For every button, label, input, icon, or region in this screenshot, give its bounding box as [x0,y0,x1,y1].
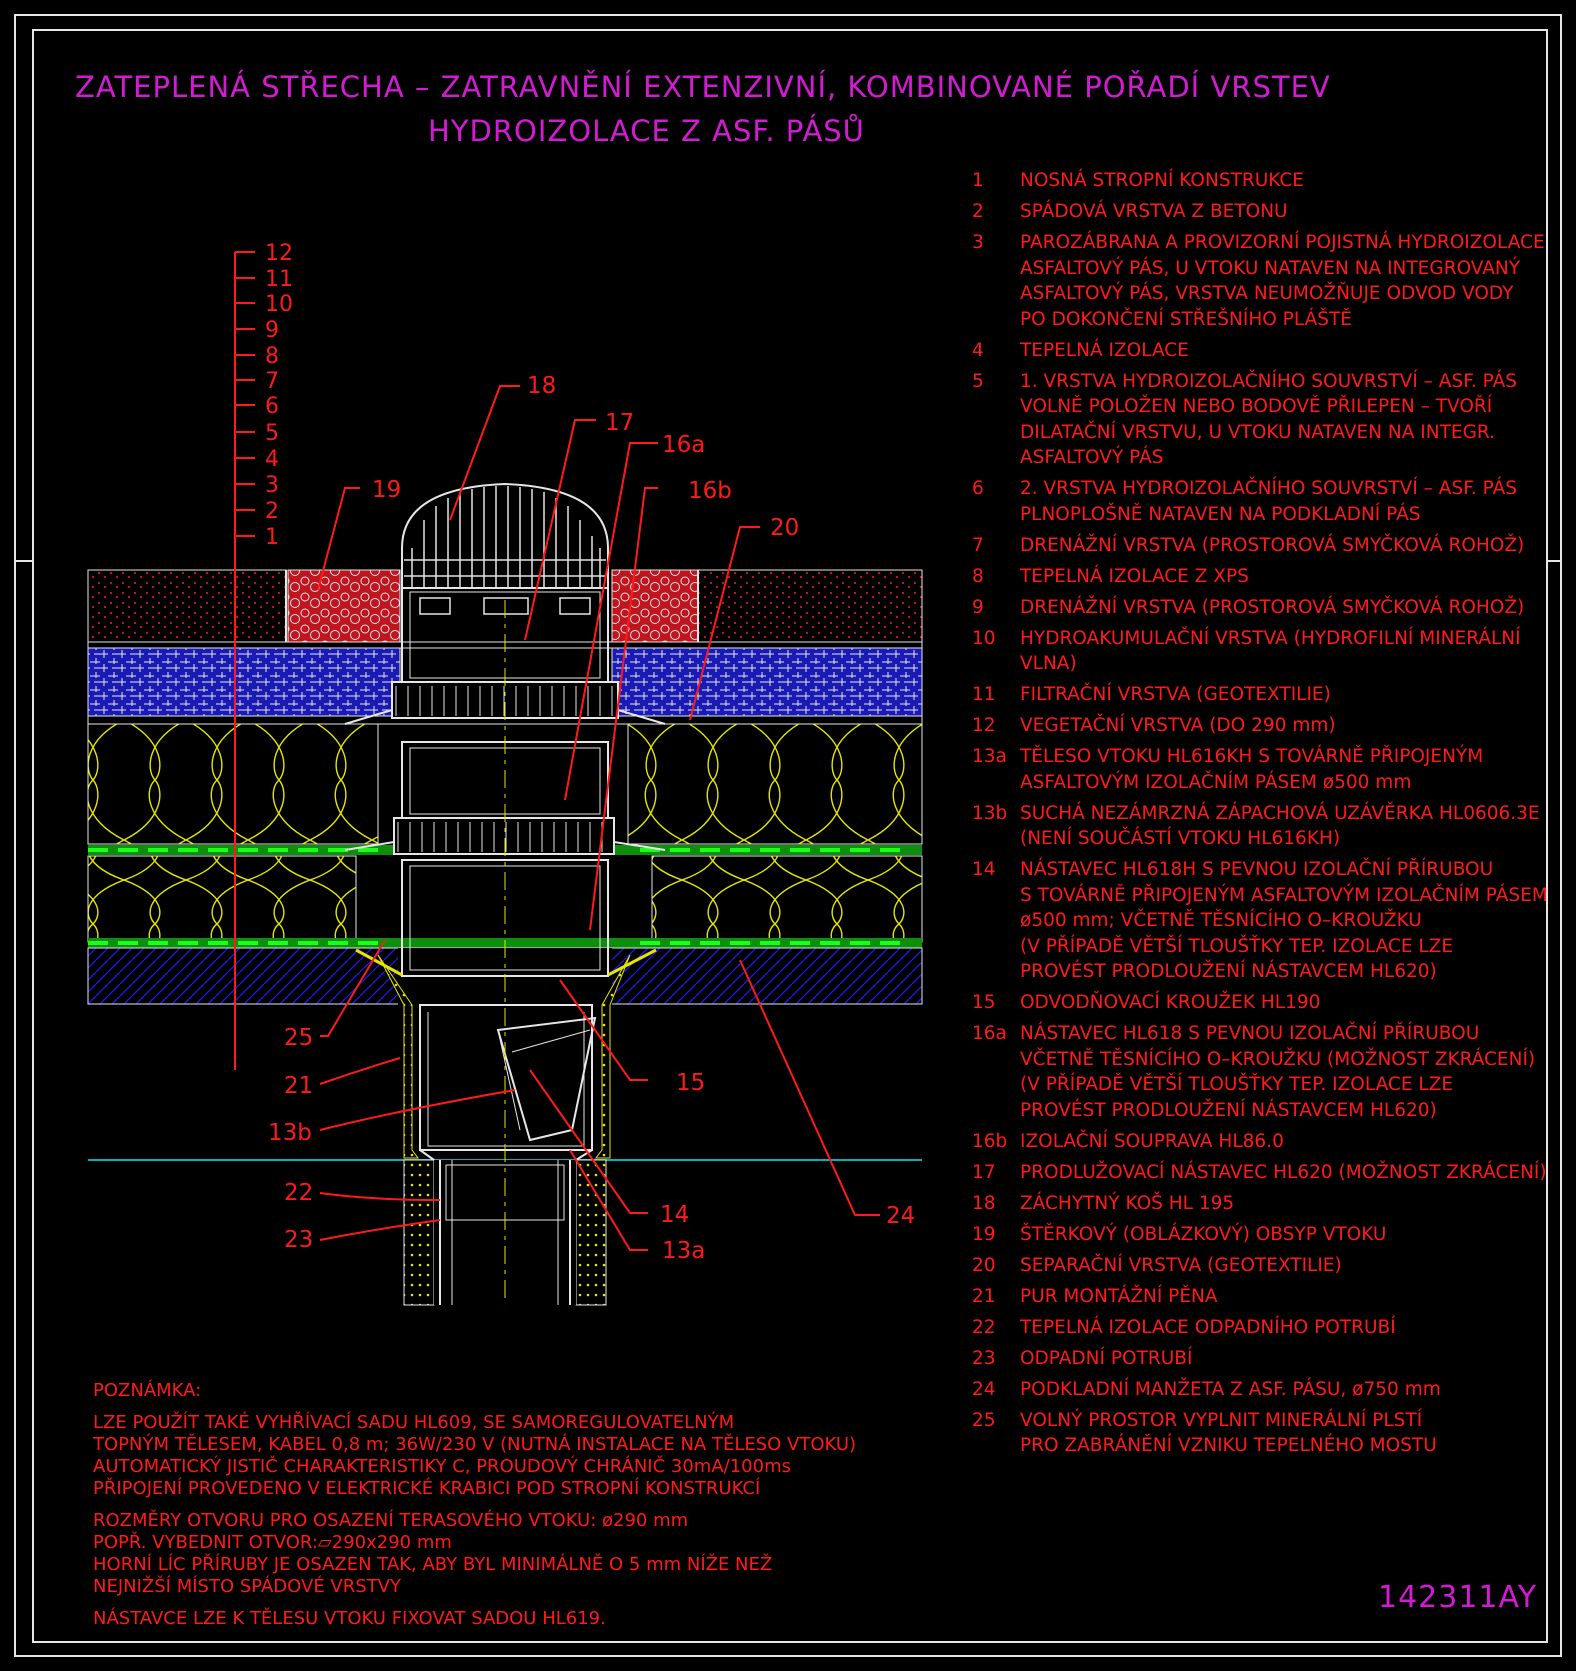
scale-label: 5 [265,421,279,446]
scale-label: 9 [265,318,279,343]
scale-label: 6 [265,394,279,419]
note-heading: POZNÁMKA: [93,1380,202,1401]
legend-text: PAROZÁBRANA A PROVIZORNÍ POJISTNÁ HYDROIZOLACE ASFALTOVÝ PÁS, U VTOKU NATAVEN NA INTEGROVANÝ ASFALTOVÝ PÁS, VRSTVA NEUMOŽŇUJE ODVOD VODY PO DOKONČENÍ STŘEŠNÍHO PLÁŠTĚ [1020,232,1545,330]
legend-text: NÁSTAVEC HL618H S PEVNOU IZOLAČNÍ PŘÍRUBOU S TOVÁRNĚ PŘIPOJENÝM ASFALTOVÝM IZOLAČNÍM PÁSEM ø500 mm; VČETNĚ TĚSNÍCÍHO O–KROUŽKU (V PŘÍPADĚ VĚTŠÍ TLOUŠŤKY TEP. IZOLACE LZE PROVÉST PRODLOUŽENÍ NÁSTAVCEM HL620) [1020,859,1548,982]
legend-item [968,990,1558,1016]
legend-text: NOSNÁ STROPNÍ KONSTRUKCE [1020,170,1304,191]
legend-item [968,744,1558,795]
legend-text: DRENÁŽNÍ VRSTVA (PROSTOROVÁ SMYČKOVÁ ROHOŽ) [1020,534,1525,556]
legend-number: 9 [972,596,984,618]
legend-item [968,682,1558,708]
catch-basket [402,484,608,614]
scale-label: 3 [265,473,279,498]
legend-number: 11 [972,684,996,705]
legend-text: VOLNÝ PROSTOR VYPLNIT MINERÁLNÍ PLSTÍ PRO ZABRÁNĚNÍ VZNIKU TEPELNÉHO MOSTU [1020,1409,1437,1456]
legend-number: 21 [972,1285,996,1307]
legend-number: 25 [972,1409,996,1431]
legend-text: FILTRAČNÍ VRSTVA (GEOTEXTILIE) [1020,684,1331,705]
callout-label: 17 [605,410,635,436]
gravel-left [288,570,400,648]
legend-text: ODPADNÍ POTRUBÍ [1020,1347,1193,1369]
legend-item [968,1377,1558,1403]
legend-text: IZOLAČNÍ SOUPRAVA HL86.0 [1020,1130,1284,1152]
scale-label: 2 [265,499,279,524]
legend-text: SEPARAČNÍ VRSTVA (GEOTEXTILIE) [1020,1254,1342,1276]
legend-item [968,1129,1558,1155]
callout-label: 21 [284,1073,314,1099]
legend-item [968,369,1558,471]
callout-label: 15 [676,1070,706,1096]
legend-text: HYDROAKUMULAČNÍ VRSTVA (HYDROFILNÍ MINERÁLNÍ VLNA) [1020,627,1521,674]
legend-text: PODKLADNÍ MANŽETA Z ASF. PÁSU, ø750 mm [1020,1378,1441,1400]
legend-number: 6 [972,478,984,499]
xps-left [88,724,378,844]
xps-right [628,724,922,844]
legend-number: 2 [972,201,984,222]
legend-number: 19 [972,1223,996,1245]
scale-label: 10 [265,292,293,317]
legend-number: 7 [972,534,984,556]
note-paragraph-3: NÁSTAVCE LZE K TĚLESU VTOKU FIXOVAT SADOU HL619. [93,1608,606,1629]
legend-item [968,1222,1558,1248]
legend-item [968,168,1558,194]
drawing-code: 142311AY [1378,1580,1538,1615]
legend-item [968,1408,1558,1459]
legend-number: 15 [972,992,996,1013]
legend-text: 1. VRSTVA HYDROIZOLAČNÍHO SOUVRSTVÍ – ASF. PÁS VOLNĚ POLOŽEN NEBO BODOVĚ PŘILEPEN – TVOŘÍ DILATAČNÍ VRSTVU, U VTOKU NATAVEN NA INTEGR. ASFALTOVÝ PÁS [1020,370,1518,468]
callout-label: 20 [770,515,800,541]
callout-label: 18 [527,373,557,399]
legend-text: TEPELNÁ IZOLACE Z XPS [1020,565,1249,587]
callout-label: 14 [660,1202,690,1228]
note [93,1380,913,1640]
legend-item [968,338,1558,364]
legend-number: 3 [972,232,984,253]
callout-label: 24 [886,1203,916,1229]
legend-number: 4 [972,339,984,361]
note-paragraph-2: ROZMĚRY OTVORU PRO OSAZENÍ TERASOVÉHO VTOKU: ø290 mm POPŘ. VYBEDNIT OTVOR:▱290x290 mm HORNÍ LÍC PŘÍRUBY JE OSAZEN TAK, ABY BYL MINIMÁLNĚ O 5 mm NÍŽE NEŽ NEJNIŽŠÍ MÍSTO SPÁDOVÉ VRSTVY [93,1510,773,1597]
legend-text: TĚLESO VTOKU HL616KH S TOVÁRNĚ PŘIPOJENÝM ASFALTOVÝM IZOLAČNÍM PÁSEM ø500 mm [1020,746,1484,793]
legend-item [968,476,1558,527]
legend-item [968,230,1558,332]
legend-item [968,713,1558,739]
legend-number: 20 [972,1254,996,1276]
legend-text: TEPELNÁ IZOLACE [1020,339,1189,361]
legend-item [968,801,1558,852]
legend-item [968,1021,1558,1123]
legend-item [968,595,1558,621]
legend-text: ODVODŇOVACÍ KROUŽEK HL190 [1020,992,1321,1013]
legend-item [968,1191,1558,1217]
callout-label: 16b [688,478,732,504]
legend-item [968,1315,1558,1341]
insulation-left [88,856,356,942]
insulation-right [652,856,922,942]
legend-item [968,564,1558,590]
legend [968,168,1558,1464]
legend-text: TEPELNÁ IZOLACE ODPADNÍHO POTRUBÍ [1020,1316,1396,1338]
legend-text: SUCHÁ NEZÁMRZNÁ ZÁPACHOVÁ UZÁVĚRKA HL0606.3E (NENÍ SOUČÁSTÍ VTOKU HL616KH) [1020,802,1540,849]
legend-text: PRODLUŽOVACÍ NÁSTAVEC HL620 (MOŽNOST ZKRÁCENÍ) [1020,1161,1547,1183]
scale-label: 12 [265,241,293,266]
callout-label: 13a [662,1238,706,1264]
legend-item [968,626,1558,677]
legend-text: ŠTĚRKOVÝ (OBLÁZKOVÝ) OBSYP VTOKU [1020,1223,1387,1245]
note-paragraph-1: LZE POUŽÍT TAKÉ VYHŘÍVACÍ SADU HL609, SE SAMOREGULOVATELNÝM TOPNÝM TĚLESEM, KABEL 0,8 m; 36W/230 V (NUTNÁ INSTALACE NA TĚLESO VTOKU) AUTOMATICKÝ JISTIČ CHARAKTERISTIKY C, PROUDOVÝ CHRÁNIČ 30mA/100ms PŘIPOJENÍ PROVEDENO V ELEKTRICKÉ KRABICI POD STROPNÍ KONSTRUKCÍ [93,1412,857,1499]
legend-item [968,199,1558,225]
title-line-2: HYDROIZOLACE Z ASF. PÁSŮ [428,114,865,148]
legend-number: 16a [972,1023,1007,1044]
legend-text: SPÁDOVÁ VRSTVA Z BETONU [1020,201,1288,222]
legend-number: 24 [972,1378,996,1400]
legend-item [968,1160,1558,1186]
legend-text: VEGETAČNÍ VRSTVA (DO 290 mm) [1020,715,1336,736]
legend-item [968,1346,1558,1372]
title-line-1: ZATEPLENÁ STŘECHA – ZATRAVNĚNÍ EXTENZIVNÍ, KOMBINOVANÉ POŘADÍ VRSTEV [75,70,1331,104]
legend-number: 12 [972,715,996,736]
mineral-wool-left [88,648,400,716]
scale-label: 8 [265,344,279,369]
legend-number: 10 [972,627,996,649]
legend-number: 1 [972,170,984,191]
scale-label: 1 [265,525,279,550]
vegetation-layer-right [698,570,922,648]
legend-item [968,1253,1558,1279]
callout-label: 25 [284,1025,314,1051]
legend-number: 23 [972,1347,996,1369]
legend-item [968,1284,1558,1310]
scale-labels [265,241,293,550]
legend-text: ZÁCHYTNÝ KOŠ HL 195 [1020,1192,1235,1214]
vegetation-layer-left [88,570,286,648]
legend-text: NÁSTAVEC HL618 S PEVNOU IZOLAČNÍ PŘÍRUBOU VČETNĚ TĚSNÍCÍHO O–KROUŽKU (MOŽNOST ZKRÁCENÍ) (V PŘÍPADĚ VĚTŠÍ TLOUŠŤKY TEP. IZOLACE LZE PROVÉST PRODLOUŽENÍ NÁSTAVCEM HL620) [1020,1023,1536,1121]
callout-label: 13b [268,1120,312,1146]
callout-label: 22 [284,1180,314,1206]
gravel-right [612,570,698,648]
legend-number: 13b [972,802,1008,824]
legend-number: 14 [972,859,996,880]
legend-text: 2. VRSTVA HYDROIZOLAČNÍHO SOUVRSTVÍ – ASF. PÁS PLNOPLOŠNĚ NATAVEN NA PODKLADNÍ PÁS [1020,478,1518,525]
legend-item [968,857,1558,985]
callout-label: 23 [284,1227,314,1253]
mineral-wool-right [612,648,922,716]
legend-text: PUR MONTÁŽNÍ PĚNA [1020,1285,1218,1307]
legend-number: 16b [972,1130,1008,1152]
legend-number: 13a [972,746,1007,767]
scale-label: 4 [265,447,279,472]
legend-number: 8 [972,565,984,587]
scale-label: 11 [265,267,293,292]
legend-number: 5 [972,370,984,392]
legend-number: 18 [972,1192,996,1214]
legend-text: DRENÁŽNÍ VRSTVA (PROSTOROVÁ SMYČKOVÁ ROHOŽ) [1020,596,1525,618]
callout-label: 19 [372,477,402,503]
legend-number: 17 [972,1161,996,1183]
legend-item [968,533,1558,559]
callout-label: 16a [662,432,706,458]
legend-number: 22 [972,1316,996,1338]
scale-label: 7 [265,369,279,394]
